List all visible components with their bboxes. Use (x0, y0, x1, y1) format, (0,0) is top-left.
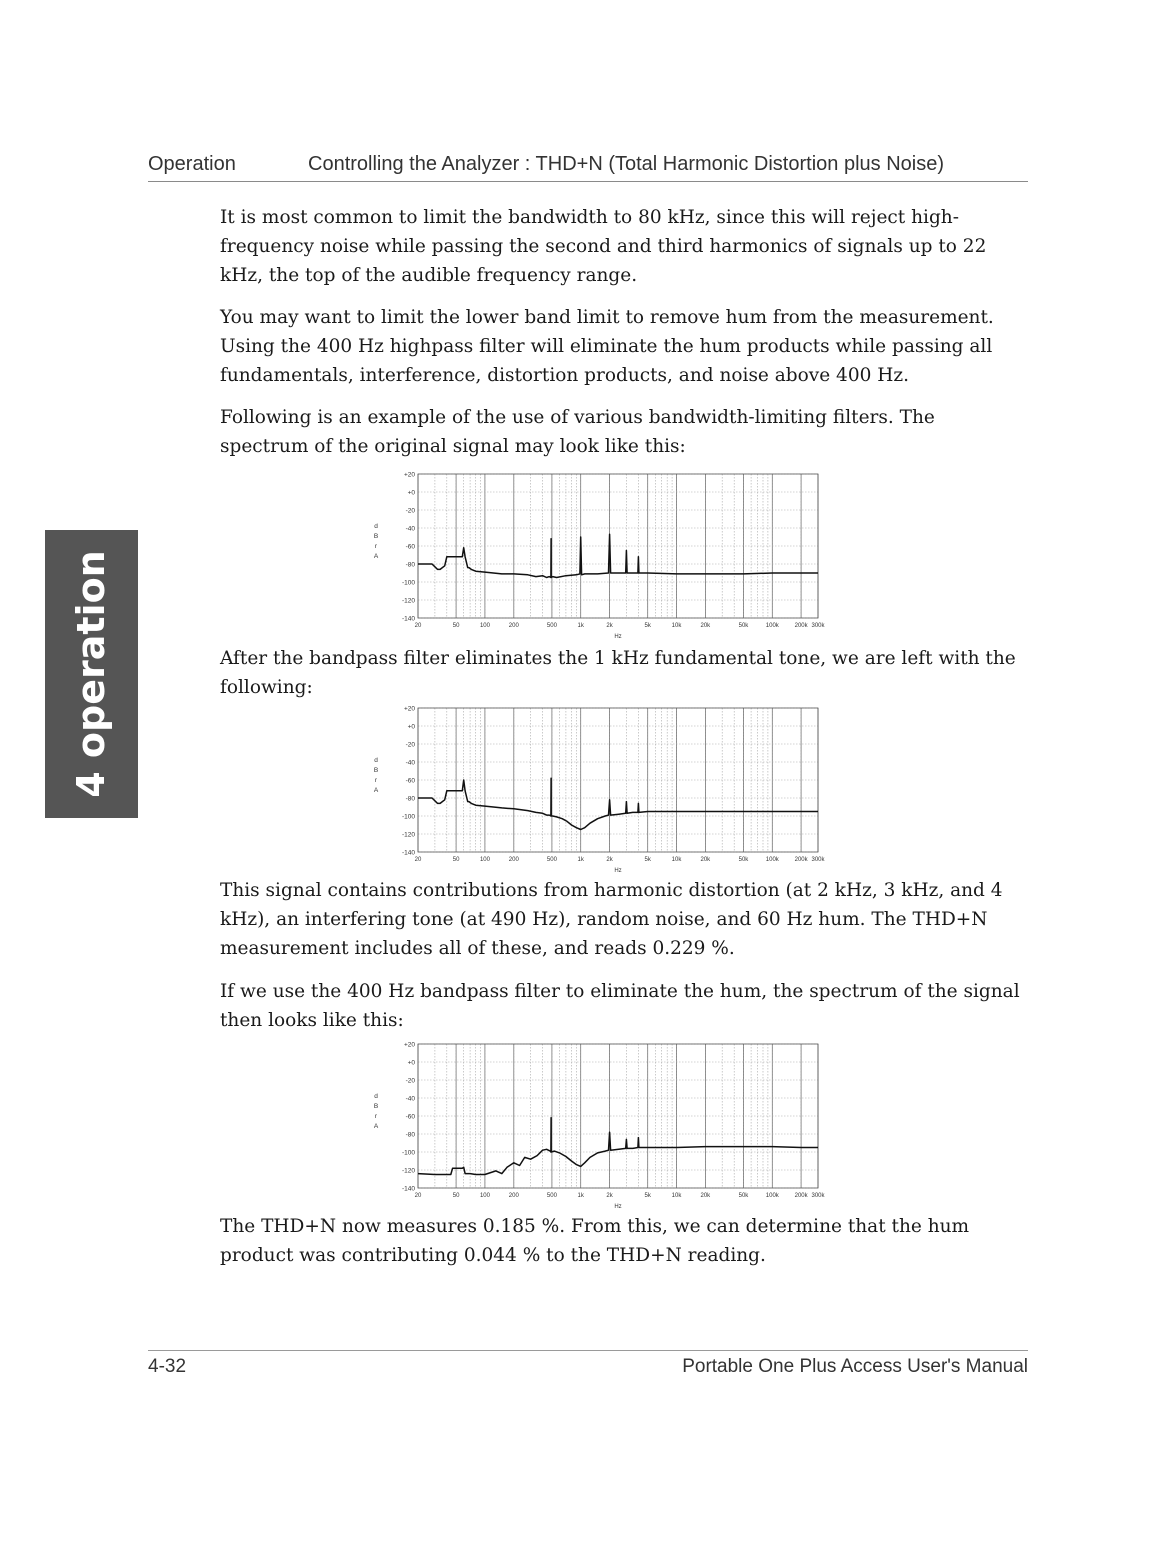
x-tick-label: 50k (738, 857, 749, 863)
y-tick-label: -80 (405, 1131, 415, 1139)
paragraph-after-bandpass: After the bandpass filter eliminates the 1 kHz fundamental tone, we are left with the following: (220, 648, 1016, 698)
spectrum-series-line (418, 534, 818, 577)
y-tick-label: +0 (407, 1059, 415, 1067)
x-tick-label: 100k (765, 1193, 779, 1199)
header-title: Controlling the Analyzer : THD+N (Total Harmonic Distortion plus Noise) (308, 153, 944, 175)
x-tick-label: 200k (794, 623, 808, 629)
y-tick-label: -40 (405, 1095, 415, 1103)
y-tick-label: -100 (401, 1149, 415, 1157)
x-tick-label: 20k (700, 857, 711, 863)
y-tick-label: -40 (405, 759, 415, 767)
y-axis-label-part: A (373, 553, 379, 560)
x-tick-label: 300k (811, 623, 825, 629)
y-tick-label: -60 (405, 543, 415, 551)
spectrum-chart-fundamental-removed (368, 700, 848, 880)
y-tick-label: +0 (407, 489, 415, 497)
paragraph-400hz-filter: If we use the 400 Hz bandpass filter to eliminate the hum, the spectrum of the signal then looks like this: (220, 981, 1020, 1031)
y-tick-label: -80 (405, 561, 415, 569)
x-tick-label: 20k (700, 1193, 711, 1199)
spectrum-chart-hum-removed (368, 1036, 848, 1216)
page-footer (148, 1350, 1028, 1381)
y-tick-label: -20 (405, 741, 415, 749)
x-axis-label: Hz (614, 1204, 622, 1210)
chapter-tab (45, 530, 138, 818)
x-tick-label: 200 (508, 857, 519, 863)
x-tick-label: 5k (644, 623, 651, 629)
x-tick-label: 5k (644, 1193, 651, 1199)
y-tick-label: -100 (401, 813, 415, 821)
y-axis-label-part: d (374, 1093, 378, 1100)
x-tick-label: 200 (508, 1193, 519, 1199)
x-tick-label: 20 (414, 857, 422, 863)
x-tick-label: 1k (577, 857, 584, 863)
x-tick-label: 100 (479, 1193, 490, 1199)
x-tick-label: 500 (546, 623, 557, 629)
x-tick-label: 10k (671, 623, 682, 629)
y-axis-label-part: r (374, 1113, 378, 1120)
paragraph-thdn-result: The THD+N now measures 0.185 %. From this, we can determine that the hum product was contributing 0.044 % to the THD+N reading. (220, 1216, 970, 1266)
x-tick-label: 50k (738, 1193, 749, 1199)
x-axis-label: Hz (614, 868, 622, 874)
spectrum-chart-svg (368, 1036, 848, 1216)
y-axis-label-part: B (373, 533, 379, 540)
y-axis-label-part: d (374, 523, 378, 530)
x-tick-label: 20 (414, 623, 422, 629)
y-tick-label: -100 (401, 579, 415, 587)
x-tick-label: 500 (546, 857, 557, 863)
y-tick-label: -60 (405, 777, 415, 785)
spectrum-chart-original (368, 466, 848, 646)
paragraph-contributions: This signal contains contributions from harmonic distortion (at 2 kHz, 3 kHz, and 4 kHz), an interfering tone (at 490 Hz), random noise, and 60 Hz hum. The THD+N measurement includes all of these, and reads 0.229 %. (220, 880, 1003, 959)
y-axis-label-part: r (374, 543, 378, 550)
x-tick-label: 100k (765, 857, 779, 863)
y-axis-label-part: A (373, 787, 379, 794)
y-axis-label-part: B (373, 767, 379, 774)
page-number: 4-32 (148, 1356, 187, 1377)
y-tick-label: -120 (401, 597, 415, 605)
y-tick-label: -120 (401, 831, 415, 839)
x-tick-label: 50 (452, 623, 460, 629)
y-tick-label: -120 (401, 1167, 415, 1175)
paragraph-highpass: You may want to limit the lower band limit to remove hum from the measurement. Using the 400 Hz highpass filter will eliminate the hum products while passing all fundamentals, interference, distortion products, and noise above 400 Hz. (220, 307, 994, 386)
x-tick-label: 200k (794, 857, 808, 863)
y-tick-label: -20 (405, 507, 415, 515)
x-tick-label: 200 (508, 623, 519, 629)
x-tick-label: 300k (811, 857, 825, 863)
paragraph-bandwidth: It is most common to limit the bandwidth to 80 kHz, since this will reject high-frequency noise while passing the second and third harmonics of signals up to 22 kHz, the top of the audible frequency range. (220, 207, 987, 286)
running-header (148, 153, 1028, 182)
y-tick-label: -20 (405, 1077, 415, 1085)
x-tick-label: 500 (546, 1193, 557, 1199)
y-tick-label: +20 (403, 1041, 415, 1049)
y-tick-label: -140 (401, 1185, 415, 1193)
y-axis-label-part: r (374, 777, 378, 784)
y-tick-label: -80 (405, 795, 415, 803)
chapter-tab-label: 4 operation (69, 550, 113, 798)
y-tick-label: -140 (401, 615, 415, 623)
y-axis-label-part: A (373, 1123, 379, 1130)
paragraph-example-intro: Following is an example of the use of various bandwidth-limiting filters. The spectrum of the original signal may look like this: (220, 407, 935, 457)
x-tick-label: 100 (479, 857, 490, 863)
x-tick-label: 100k (765, 623, 779, 629)
x-tick-label: 20k (700, 623, 711, 629)
y-tick-label: +20 (403, 705, 415, 713)
x-tick-label: 2k (606, 857, 613, 863)
spectrum-series-line (418, 778, 818, 829)
x-tick-label: 50 (452, 857, 460, 863)
y-tick-label: -60 (405, 1113, 415, 1121)
grid (418, 708, 818, 852)
x-tick-label: 20 (414, 1193, 422, 1199)
x-tick-label: 200k (794, 1193, 808, 1199)
y-axis-label-part: d (374, 757, 378, 764)
y-tick-label: +20 (403, 471, 415, 479)
y-tick-label: -140 (401, 849, 415, 857)
x-tick-label: 300k (811, 1193, 825, 1199)
spectrum-chart-svg (368, 466, 848, 646)
grid (418, 474, 818, 618)
x-tick-label: 50 (452, 1193, 460, 1199)
x-tick-label: 100 (479, 623, 490, 629)
book-title: Portable One Plus Access User's Manual (682, 1356, 1028, 1377)
spectrum-chart-svg (368, 700, 848, 880)
grid (418, 1044, 818, 1188)
x-tick-label: 1k (577, 623, 584, 629)
x-axis-label: Hz (614, 634, 622, 640)
header-section: Operation (148, 153, 236, 175)
y-tick-label: +0 (407, 723, 415, 731)
x-tick-label: 1k (577, 1193, 584, 1199)
x-tick-label: 2k (606, 1193, 613, 1199)
x-tick-label: 10k (671, 1193, 682, 1199)
x-tick-label: 50k (738, 623, 749, 629)
spectrum-series-line (418, 1118, 818, 1175)
x-tick-label: 5k (644, 857, 651, 863)
x-tick-label: 10k (671, 857, 682, 863)
x-tick-label: 2k (606, 623, 613, 629)
y-tick-label: -40 (405, 525, 415, 533)
y-axis-label-part: B (373, 1103, 379, 1110)
